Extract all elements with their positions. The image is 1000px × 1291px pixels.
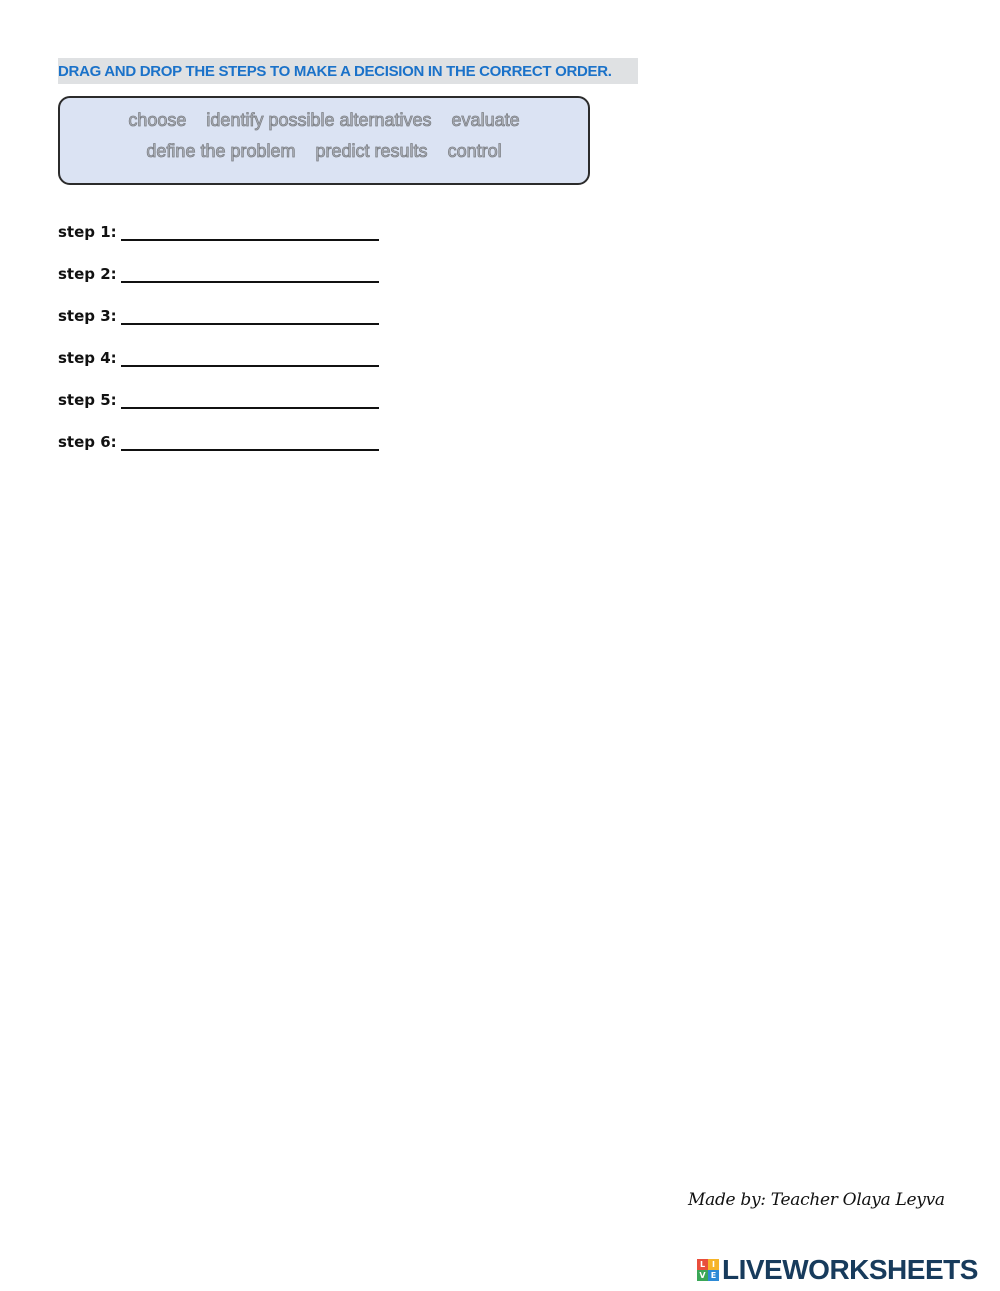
step-1-drop-zone[interactable] bbox=[121, 239, 379, 241]
step-2-drop-zone[interactable] bbox=[121, 281, 379, 283]
step-label: step 1: bbox=[58, 223, 117, 241]
step-row bbox=[58, 306, 388, 330]
step-label: step 2: bbox=[58, 265, 117, 283]
step-row bbox=[58, 264, 388, 288]
word-bank-row-2 bbox=[60, 141, 588, 162]
word-bank-row-1 bbox=[60, 110, 588, 131]
step-row bbox=[58, 222, 388, 246]
step-row bbox=[58, 348, 388, 372]
step-row bbox=[58, 432, 388, 456]
step-label: step 5: bbox=[58, 391, 117, 409]
draggable-word-define-problem[interactable]: define the problem bbox=[146, 141, 296, 161]
draggable-word-control[interactable]: control bbox=[447, 141, 502, 161]
step-label: step 3: bbox=[58, 307, 117, 325]
logo-mark-letter: E bbox=[708, 1270, 719, 1281]
logo-mark-letter: V bbox=[697, 1270, 708, 1281]
draggable-word-identify-alternatives[interactable]: identify possible alternatives bbox=[206, 110, 432, 130]
author-credit: Made by: Teacher Olaya Leyva bbox=[688, 1190, 945, 1210]
draggable-word-predict-results[interactable]: predict results bbox=[315, 141, 428, 161]
liveworksheets-logo-icon bbox=[697, 1259, 719, 1281]
step-row bbox=[58, 390, 388, 414]
logo-text: LIVEWORKSHEETS bbox=[722, 1254, 978, 1285]
logo-mark-letter: I bbox=[708, 1259, 719, 1270]
step-label: step 4: bbox=[58, 349, 117, 367]
draggable-word-choose[interactable]: choose bbox=[128, 110, 187, 130]
step-3-drop-zone[interactable] bbox=[121, 323, 379, 325]
step-4-drop-zone[interactable] bbox=[121, 365, 379, 367]
logo-mark-letter: L bbox=[697, 1259, 708, 1270]
instruction-heading: DRAG AND DROP THE STEPS TO MAKE A DECISION IN THE CORRECT ORDER. bbox=[58, 58, 638, 84]
step-label: step 6: bbox=[58, 433, 117, 451]
draggable-word-evaluate[interactable]: evaluate bbox=[451, 110, 520, 130]
step-5-drop-zone[interactable] bbox=[121, 407, 379, 409]
liveworksheets-logo bbox=[697, 1255, 978, 1285]
step-6-drop-zone[interactable] bbox=[121, 449, 379, 451]
word-bank bbox=[58, 96, 590, 185]
